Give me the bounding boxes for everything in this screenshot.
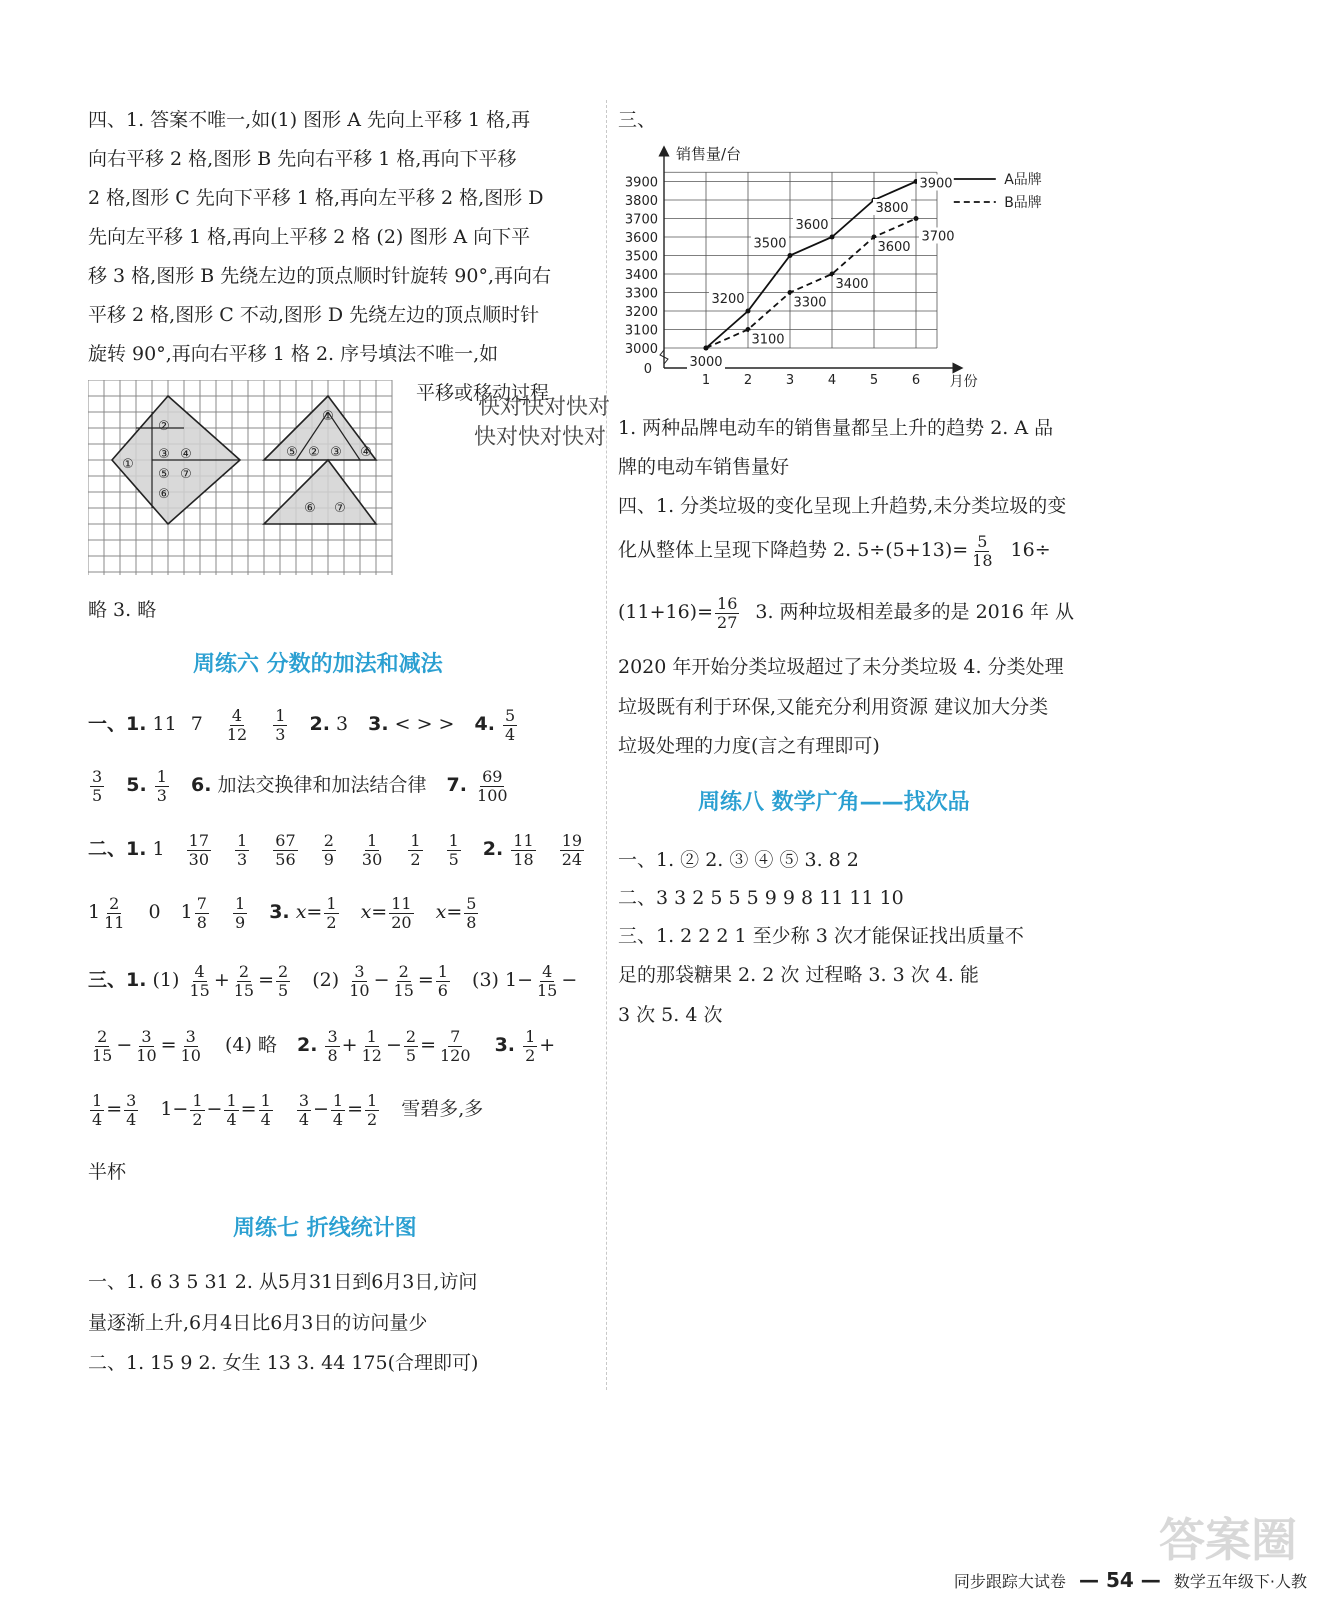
data-label: 3700 [921, 229, 955, 245]
transformation-grid [88, 380, 393, 576]
data-label: 3600 [877, 240, 911, 255]
label-1: ① [122, 457, 134, 472]
answer-line: 先向左平移 1 格,再向上平移 2 格 (2) 图形 A 向下平 [88, 226, 531, 248]
answer-line: 二、1. 1 $\frac{17}{30}$ $\frac{1}{3}$ $\frac{67}{56}$ $\frac{2}{9}$ $\frac{1}{30}$ $\frac{1}{2}$ $\frac{1}{5}$ 2. $\frac{11}{18}$ $\frac{19}{24}$ [88, 831, 583, 869]
x-tick-label: 2 [743, 373, 753, 388]
label-7: ⑦ [334, 501, 346, 516]
fraction: $\frac{11}{20}$ [391, 894, 412, 932]
label-4: ④ [180, 447, 192, 462]
answer-line: $\frac{3}{5}$ 5. $\frac{1}{3}$ 6. 加法交换律和加法结合律 7. $\frac{69}{100}$ [92, 767, 508, 805]
footer-subject: 数学五年级下·人教 [1173, 1572, 1307, 1591]
y-tick-label: 3100 [624, 323, 658, 339]
answer-line: 平移 2 格,图形 C 不动,图形 D 先绕左边的顶点顺时针 [88, 304, 540, 326]
label-2: ② [158, 419, 170, 434]
column-divider [606, 100, 607, 1390]
x-axis-label: 月份 [949, 374, 978, 390]
watermark-text: 快对快对快对 [478, 395, 611, 420]
data-label: 3200 [711, 292, 745, 307]
y-tick-label: 0 [643, 362, 652, 377]
y-tick-label: 3000 [624, 342, 658, 357]
answer-line: 略 3. 略 [88, 599, 157, 621]
label-6: ⑥ [158, 487, 170, 502]
page-footer [954, 1568, 1307, 1592]
answer-line: $\frac{1}{4}$ = $\frac{3}{4}$ 1− $\frac{1}{2}$ − $\frac{1}{4}$ = $\frac{1}{4}$ $\frac{3}{4}$ − $\frac{1}{4}$ = $\frac{1}{2}$ 雪碧多,多 [92, 1091, 484, 1129]
y-tick-label: 3500 [624, 249, 658, 265]
y-tick-label: 3300 [624, 286, 658, 302]
answer-line: 化从整体上呈现下降趋势 2. 5÷(5+13)= $\frac{5}{18}$ 16÷ [618, 532, 1051, 570]
label-7: ⑦ [180, 467, 192, 482]
fraction: $\frac{1}{3}$ [237, 831, 248, 869]
answer-line: 四、1. 答案不唯一,如(1) 图形 A 先向上平移 1 格,再 [88, 109, 531, 131]
section-title-week7: 周练七 折线统计图 [233, 1216, 417, 1241]
data-point [704, 346, 709, 351]
y-tick-label: 3400 [624, 268, 658, 283]
label-3: ③ [158, 447, 170, 462]
data-point [914, 216, 919, 221]
label-3: ③ [330, 445, 342, 460]
fraction: $\frac{1}{5}$ [448, 831, 459, 869]
answer-line: 向右平移 2 格,图形 B 先向右平移 1 格,再向下平移 [88, 148, 517, 170]
fraction: $\frac{7}{8}$ [196, 894, 207, 932]
fraction: $\frac{1}{2}$ [410, 831, 421, 869]
answer-line: 旋转 90°,再向右平移 1 格 2. 序号填法不唯一,如 [88, 343, 499, 365]
section-title-week6: 周练六 分数的加法和减法 [193, 652, 443, 677]
y-tick-label: 3200 [624, 305, 658, 320]
answer-line: 2020 年开始分类垃圾超过了未分类垃圾 4. 分类处理 [618, 656, 1064, 678]
answer-line: 量逐渐上升,6月4日比6月3日的访问量少 [88, 1312, 428, 1334]
fraction: $\frac{2}{9}$ [323, 831, 334, 869]
grid-caption: 平移或移动过程 [416, 382, 550, 404]
answer-line: 2 格,图形 C 先向下平移 1 格,再向左平移 2 格,图形 D [88, 187, 544, 209]
x-tick-label: 1 [701, 373, 711, 388]
answer-line: 移 3 格,图形 B 先绕左边的顶点顺时针旋转 90°,再向右 [88, 265, 552, 287]
fraction: $\frac{17}{30}$ [188, 831, 209, 869]
label-1: ① [322, 409, 334, 424]
answer-line: 半杯 [88, 1161, 127, 1183]
fraction: $\frac{1}{2}$ [326, 894, 337, 932]
y-tick-label: 3700 [624, 212, 658, 228]
answer-line: 三、1. 2 2 2 1 至少称 3 次才能保证找出质量不 [618, 925, 1024, 947]
answer-line: 二、1. 15 9 2. 女生 13 3. 44 175(合理即可) [88, 1352, 479, 1374]
fraction: $\frac{5}{4}$ [505, 706, 516, 744]
data-label: 3100 [751, 332, 785, 348]
data-label: 3300 [793, 295, 827, 311]
answer-line: 三、1. (1) $\frac{4}{15}$ + $\frac{2}{15}$ = $\frac{2}{5}$ (2) $\frac{3}{10}$ − $\frac{2}{15}$ = $\frac{1}{6}$ (3) 1− $\frac{4}{15}$ − [88, 962, 578, 1000]
answer-line: (11+16)= $\frac{16}{27}$ 3. 两种垃圾相差最多的是 2016 年 从 [618, 594, 1075, 632]
watermark-text: 快对快对快对 [474, 425, 607, 450]
label-5: ⑤ [158, 467, 170, 482]
legend-label: B品牌 [1004, 195, 1042, 211]
answer-line: 垃圾既有利于环保,又能充分利用资源 建议加大分类 [618, 696, 1049, 718]
fraction: $\frac{2}{11}$ [104, 894, 125, 932]
answer-line: 一、1. 11 7 $\frac{4}{12}$ $\frac{1}{3}$ 2. 3 3. < > > 4. $\frac{5}{4}$ [88, 706, 516, 744]
fraction: $\frac{67}{56}$ [275, 831, 296, 869]
answer-line: $\frac{2}{15}$ − $\frac{3}{10}$ = $\frac{3}{10}$ (4) 略 2. $\frac{3}{8}$ + $\frac{1}{12}$ − $\frac{2}{5}$ = $\frac{7}{120}$ 3. $\frac{1}{2}$ + [92, 1027, 556, 1065]
y-tick-label: 3800 [624, 194, 658, 209]
answer-line: 四、1. 分类垃圾的变化呈现上升趋势,未分类垃圾的变 [618, 495, 1067, 517]
answer-line: 1 $\frac{2}{11}$ 0 1 $\frac{7}{8}$ $\frac{1}{9}$ 3. x= $\frac{1}{2}$ x= $\frac{11}{20}$ x= $\frac{5}{8}$ [88, 894, 477, 932]
answer-line: 一、1. 6 3 5 31 2. 从5月31日到6月3日,访问 [88, 1271, 478, 1293]
label-4: ④ [360, 445, 372, 460]
fraction: $\frac{5}{8}$ [466, 894, 477, 932]
fraction: $\frac{11}{18}$ [513, 831, 534, 869]
fraction: $\frac{1}{30}$ [361, 831, 383, 869]
answer-label: 三、 [618, 109, 657, 131]
fraction: $\frac{3}{5}$ [92, 767, 103, 805]
data-label: 3500 [753, 236, 787, 252]
x-tick-label: 3 [785, 373, 795, 388]
footer-book-name: 同步跟踪大试卷 [953, 1572, 1066, 1591]
data-label: 3600 [795, 218, 829, 233]
y-axis-label: 销售量/台 [676, 145, 742, 163]
data-label: 3800 [875, 201, 909, 216]
fraction: $\frac{4}{12}$ [226, 706, 248, 744]
fraction: $\frac{19}{24}$ [561, 831, 583, 869]
x-tick-label: 5 [869, 373, 879, 388]
label-5: ⑤ [286, 445, 298, 460]
page-number: — 54 — [1079, 1568, 1161, 1592]
sales-line-chart [612, 143, 1072, 403]
answer-line: 垃圾处理的力度(言之有理即可) [618, 735, 880, 757]
label-2: ② [308, 445, 320, 460]
x-tick-label: 6 [911, 373, 921, 388]
answer-line: 牌的电动车销售量好 [618, 456, 790, 478]
label-6: ⑥ [304, 501, 316, 516]
watermark-logo: 答案圈 [1159, 1513, 1297, 1567]
data-label: 3400 [835, 277, 869, 292]
answer-line: 一、1. ② 2. ③ ④ ⑤ 3. 8 2 [618, 849, 859, 871]
x-tick-label: 4 [827, 373, 837, 388]
legend-label: A品牌 [1004, 172, 1042, 188]
series-line-b [706, 219, 916, 349]
fraction: $\frac{1}{9}$ [234, 894, 246, 932]
data-label: 3900 [919, 176, 953, 192]
data-point [746, 309, 751, 314]
section-title-week8: 周练八 数学广角——找次品 [698, 790, 970, 815]
fraction: $\frac{1}{3}$ [275, 706, 286, 744]
answer-line: 足的那袋糖果 2. 2 次 过程略 3. 3 次 4. 能 [618, 964, 979, 986]
y-tick-label: 3900 [624, 175, 658, 191]
fraction: $\frac{1}{3}$ [156, 767, 167, 805]
data-point [788, 253, 793, 258]
y-tick-label: 3600 [624, 231, 658, 246]
answer-line: 3 次 5. 4 次 [618, 1004, 723, 1026]
answer-line: 1. 两种品牌电动车的销售量都呈上升的趋势 2. A 品 [618, 417, 1054, 439]
answer-line: 二、3 3 2 5 5 5 9 9 8 11 11 10 [618, 887, 904, 909]
data-point [830, 235, 835, 240]
fraction: $\frac{69}{100}$ [477, 767, 508, 805]
data-label: 3000 [689, 355, 723, 370]
